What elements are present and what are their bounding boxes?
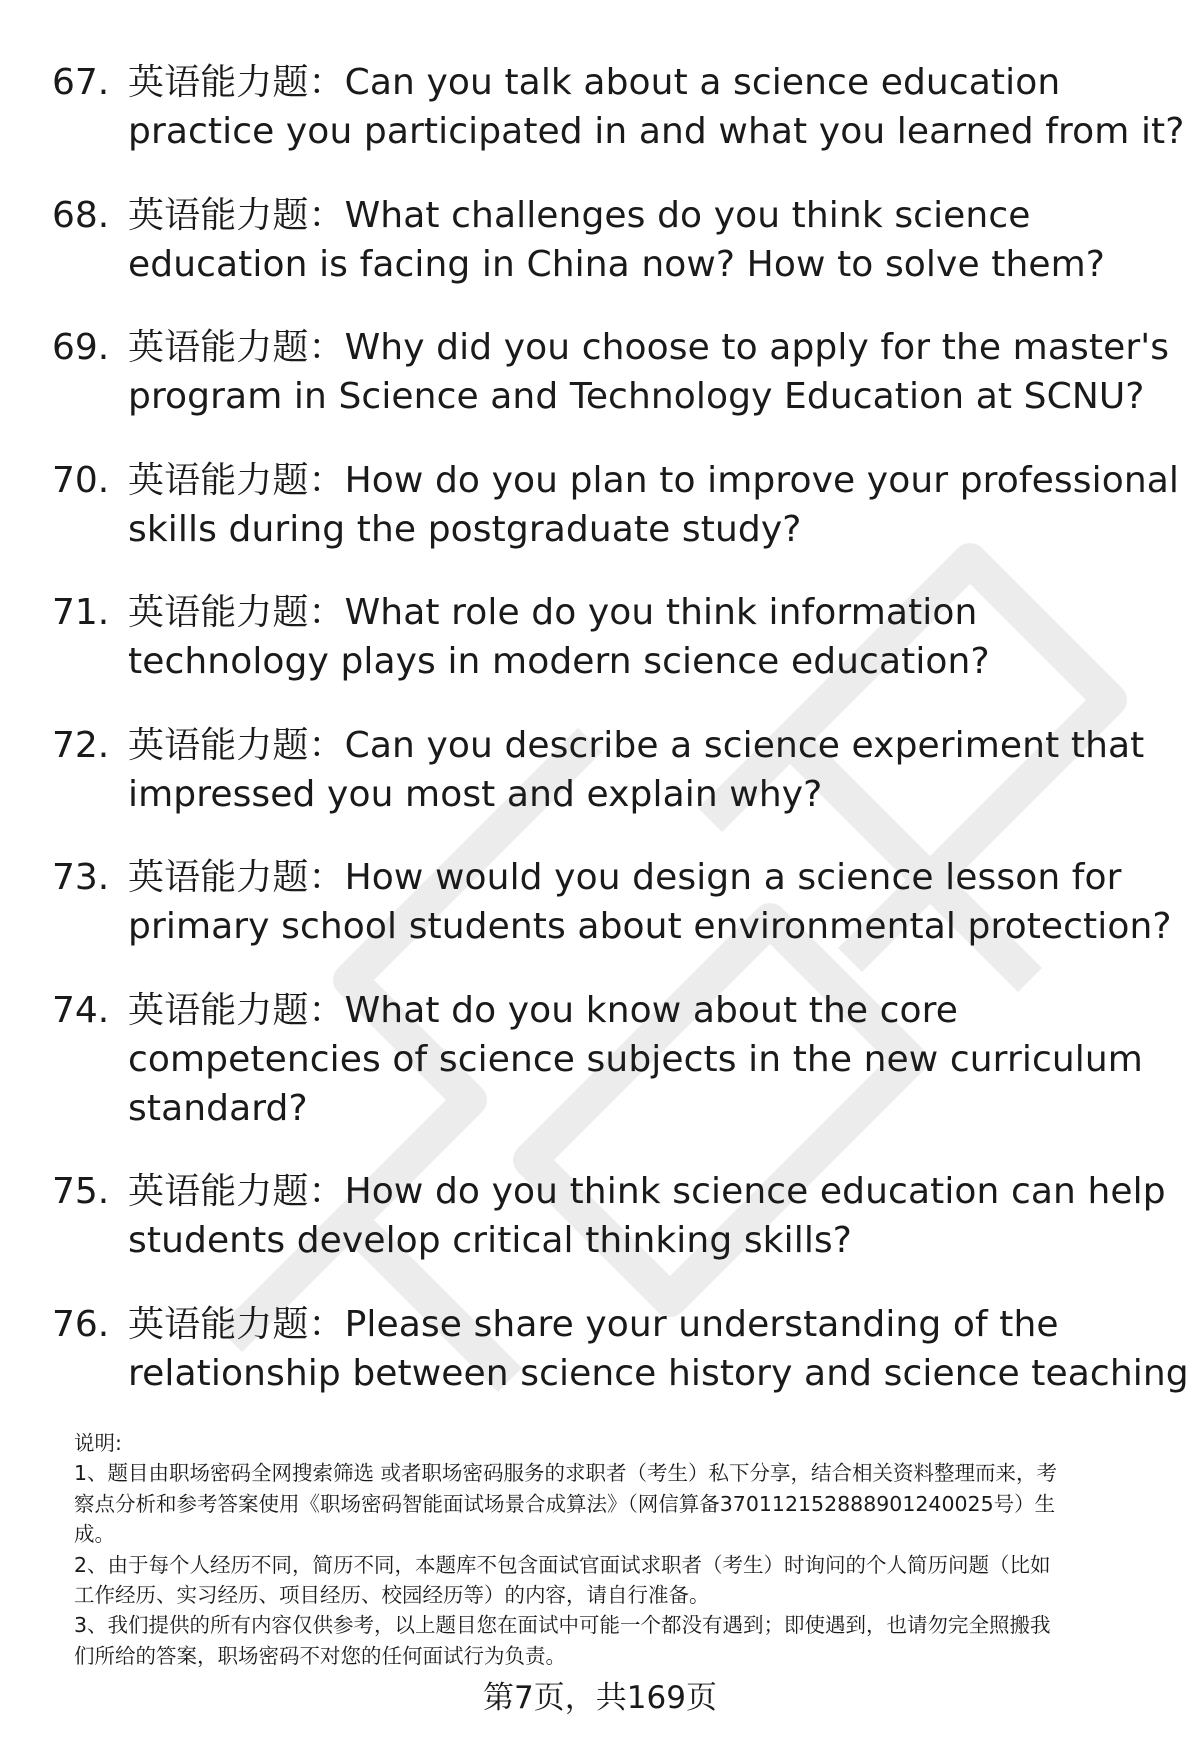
question-item bbox=[52, 986, 1162, 1133]
question-text-line: impressed you most and explain why? bbox=[128, 773, 823, 815]
note-line: 成。 bbox=[74, 1522, 115, 1547]
note-line: 工作经历、实习经历、项目经历、校园经历等）的内容，请自行准备。 bbox=[74, 1583, 710, 1608]
question-text-line: 英语能力题：How do you think science education can help bbox=[128, 1171, 1166, 1212]
page-number-label: 第7页，共169页 bbox=[483, 1680, 717, 1716]
question-number: 68. bbox=[52, 194, 110, 236]
question-item bbox=[52, 853, 1172, 951]
question-text-line: competencies of science subjects in the new curriculum bbox=[128, 1038, 1143, 1080]
question-text-line: 英语能力题：Please share your understanding of the bbox=[128, 1303, 1059, 1345]
question-text bbox=[128, 191, 1162, 289]
question-text-line: 英语能力题：What challenges do you think science bbox=[128, 194, 1031, 236]
question-text-line: standard? bbox=[128, 1087, 308, 1129]
question-text-line: 英语能力题：Can you talk about a science education bbox=[128, 62, 1061, 103]
question-text bbox=[128, 58, 1184, 156]
question-item bbox=[52, 456, 1180, 554]
question-number: 71. bbox=[52, 592, 110, 633]
question-list bbox=[52, 58, 1189, 1432]
question-text-line: primary school students about environmental protection? bbox=[128, 906, 1172, 947]
question-text bbox=[128, 323, 1169, 421]
question-number: 67. bbox=[52, 62, 110, 103]
note-line: 1、题目由职场密码全网搜索筛选 或者职场密码服务的求职者（考生）私下分享，结合相关资料整理而来，考 bbox=[74, 1461, 1058, 1486]
question-item bbox=[52, 721, 1162, 819]
notes-heading: 说明: bbox=[74, 1431, 122, 1455]
question-text bbox=[128, 1167, 1166, 1265]
question-text-line: 英语能力题：What do you know about the core bbox=[128, 989, 959, 1031]
question-item bbox=[52, 1167, 1166, 1265]
question-number: 72. bbox=[52, 724, 110, 766]
question-text bbox=[128, 588, 1162, 686]
question-text-line: relationship between science history and science teaching bbox=[128, 1352, 1189, 1394]
note-line: 2、由于每个人经历不同，简历不同，本题库不包含面试官面试求职者（考生）时询问的个人简历问题（比如 bbox=[74, 1552, 1051, 1577]
question-item bbox=[52, 191, 1162, 289]
question-text bbox=[128, 1300, 1189, 1398]
question-text-line: 英语能力题：How would you design a science lesson for bbox=[128, 857, 1122, 898]
question-text-line: program in Science and Technology Education at SCNU? bbox=[128, 376, 1145, 417]
note-line: 察点分析和参考答案使用《职场密码智能面试场景合成算法》（网信算备370112152888901240025号）生 bbox=[74, 1491, 1056, 1516]
question-number: 75. bbox=[52, 1171, 110, 1212]
question-text-line: technology plays in modern science education? bbox=[128, 641, 990, 682]
question-text bbox=[128, 986, 1162, 1133]
question-number: 70. bbox=[52, 459, 110, 501]
note-line: 3、我们提供的所有内容仅供参考，以上题目您在面试中可能一个都没有遇到；即使遇到，也请勿完全照搬我 bbox=[74, 1613, 1051, 1638]
note-line: 们所给的答案，职场密码不对您的任何面试行为负责。 bbox=[74, 1643, 566, 1668]
question-text-line: 英语能力题：What role do you think information bbox=[128, 592, 978, 633]
question-text bbox=[128, 456, 1179, 554]
question-item bbox=[52, 588, 1162, 686]
question-text-line: students develop critical thinking skills? bbox=[128, 1220, 852, 1261]
question-text-line: 英语能力题：How do you plan to improve your professional bbox=[128, 459, 1180, 501]
question-text bbox=[128, 853, 1172, 951]
question-text-line: education is facing in China now? How to solve them? bbox=[128, 243, 1105, 285]
question-number: 73. bbox=[52, 857, 110, 898]
question-text-line: skills during the postgraduate study? bbox=[128, 508, 802, 550]
question-item bbox=[52, 1300, 1189, 1398]
question-text-line: practice you participated in and what you learned from it? bbox=[128, 111, 1185, 152]
question-text-line: 英语能力题：Why did you choose to apply for the master's bbox=[128, 327, 1170, 368]
question-number: 76. bbox=[52, 1303, 110, 1345]
question-item bbox=[52, 323, 1170, 421]
question-text bbox=[128, 721, 1162, 819]
question-number: 74. bbox=[52, 989, 110, 1031]
disclaimer-notes bbox=[74, 1428, 1154, 1671]
question-number: 69. bbox=[52, 327, 110, 368]
question-item bbox=[52, 58, 1185, 156]
question-text-line: 英语能力题：Can you describe a science experiment that bbox=[128, 724, 1145, 766]
